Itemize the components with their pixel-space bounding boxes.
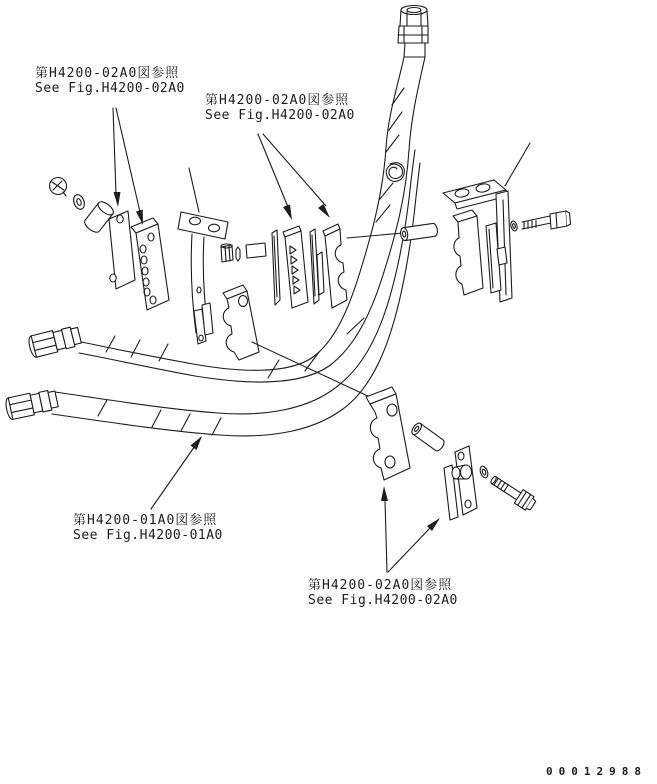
shim-plate-2-icon: [310, 229, 324, 304]
fig-ref-en: See Fig.H4200-02A0: [308, 593, 458, 608]
washer-bottom-icon: [479, 465, 490, 479]
clamp-block-bottom-icon: [366, 387, 410, 480]
hose-fitting-left-upper-icon: [27, 324, 82, 358]
fig-ref-jp: 第H4200-02A0図参照: [35, 66, 180, 81]
washer-right-icon: [510, 220, 518, 231]
spacer-cylinder-bottom-icon: [410, 421, 446, 452]
clamp-half-center-icon: [323, 224, 347, 308]
fig-ref-label-top-left: [35, 66, 185, 96]
pin-small-center-icon: [236, 247, 240, 261]
mount-plate-bottom-icon: [444, 446, 477, 520]
clamp-block-right-icon: [453, 210, 483, 295]
bolt-bottom-icon: [488, 472, 538, 512]
fig-ref-label-bottom-center: [308, 578, 458, 608]
hose-coil-guard-icon: [386, 163, 404, 182]
serrated-block-icon: [283, 226, 308, 308]
bolt-right-icon: [522, 211, 571, 229]
shim-plate-1-icon: [272, 230, 280, 305]
washer-small-top-left-icon: [72, 193, 87, 211]
fig-ref-en: See Fig.H4200-01A0: [73, 528, 223, 543]
hanger-bracket-icon: [178, 212, 228, 344]
fig-ref-jp: 第H4200-01A0図参照: [73, 513, 218, 528]
bolt-small-top-left-icon: [50, 178, 67, 197]
fig-ref-jp: 第H4200-02A0図参照: [308, 578, 453, 593]
fig-ref-label-top-center: [205, 93, 355, 123]
clamp-plate-left-icon: [109, 211, 135, 289]
fig-ref-label-bottom-left: [73, 513, 223, 543]
hose-fitting-left-lower-icon: [4, 388, 58, 420]
bolt-small-center-icon: [221, 244, 233, 262]
clamp-block-left-icon: [131, 218, 169, 310]
fig-ref-en: See Fig.H4200-02A0: [205, 108, 355, 123]
clamp-block-lower-center-icon: [223, 285, 259, 360]
hose-fitting-top-icon: [398, 6, 428, 58]
spacer-plate-center-icon: [246, 243, 266, 258]
fig-ref-jp: 第H4200-02A0図参照: [205, 93, 350, 108]
drawing-number: 00012988: [546, 765, 647, 778]
assembly-axis-line: [252, 342, 385, 404]
fig-ref-en: See Fig.H4200-02A0: [35, 81, 185, 96]
